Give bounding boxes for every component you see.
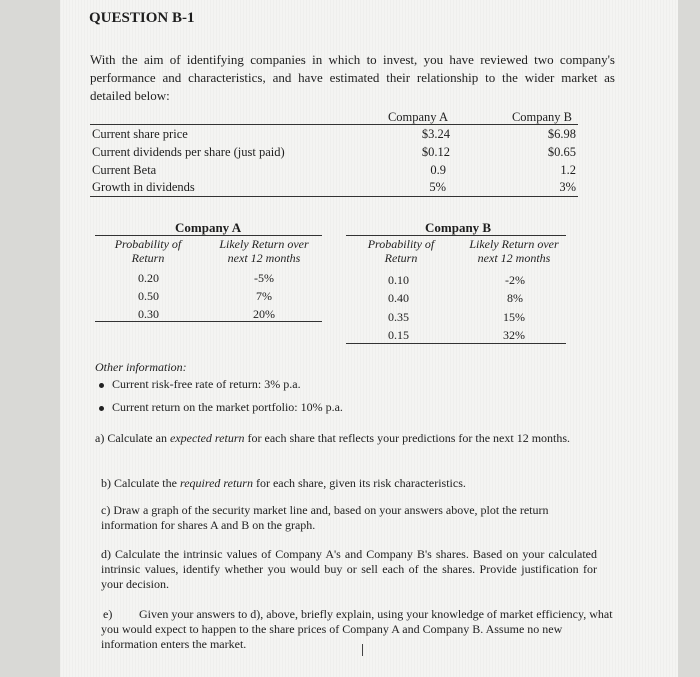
dist-a-r2: 7% [256, 289, 272, 303]
dist-b-r3: 15% [503, 310, 525, 324]
dist-a-p1: 0.20 [138, 271, 159, 285]
dist-a-col2-header: Likely Return over next 12 months [219, 237, 309, 265]
row-label-dividends: Current dividends per share (just paid) [92, 145, 285, 159]
b-beta: 1.2 [560, 163, 576, 177]
a-dividends: $0.12 [421, 145, 450, 159]
dist-a-bottom-rule [95, 321, 322, 322]
a-growth: 5% [429, 180, 446, 194]
dist-a-top-rule [95, 235, 322, 236]
market-return: Current return on the market portfolio: 10% p.a. [112, 400, 343, 414]
table-bottom-rule [90, 196, 578, 197]
row-label-share-price: Current share price [92, 127, 188, 141]
dist-b-col2-header: Likely Return over next 12 months [469, 237, 559, 265]
dist-b-top-rule [346, 235, 566, 236]
question-title: QUESTION B-1 [89, 10, 195, 26]
dist-b-r1: -2% [505, 273, 525, 287]
question-e-label: e) [103, 607, 113, 621]
risk-free-rate: Current risk-free rate of return: 3% p.a. [112, 377, 301, 391]
dist-a-col1-header: Probability of Return [114, 237, 182, 265]
question-c: c) Draw a graph of the security market line and, based on your answers above, plot the return information for shares A and B on the graph. [101, 503, 549, 532]
question-b: b) Calculate the required return for each share, given its risk characteristics. [101, 476, 466, 490]
dist-b-p1: 0.10 [388, 273, 409, 287]
a-beta: 0.9 [430, 163, 446, 177]
dist-b-p4: 0.15 [388, 328, 409, 342]
other-info-heading: Other information: [95, 360, 187, 374]
text-cursor [362, 644, 363, 656]
bullet-dot [99, 406, 104, 411]
question-a: a) Calculate an expected return for each share that reflects your predictions for the next 12 months. [95, 431, 571, 445]
b-share-price: $6.98 [547, 127, 576, 141]
dist-b-r4: 32% [503, 328, 525, 342]
dist-b-title: Company B [425, 220, 492, 235]
b-dividends: $0.65 [547, 145, 576, 159]
b-growth: 3% [559, 180, 576, 194]
col-header-company-b: Company B [511, 110, 573, 124]
dist-a-r3: 20% [253, 307, 275, 321]
question-d: d) Calculate the intrinsic values of Company A's and Company B's shares. Based on your calculated intrinsic values, identify whether you would buy or sell each of the shares. Provide justification for your decision. [101, 547, 597, 591]
dist-a-r1: -5% [254, 271, 274, 285]
dist-a-p2: 0.50 [138, 289, 159, 303]
col-header-company-a: Company A [387, 110, 449, 124]
row-label-beta: Current Beta [92, 163, 157, 177]
dist-a-title: Company A [175, 220, 242, 235]
table-header-rule [90, 124, 578, 125]
a-share-price: $3.24 [421, 127, 450, 141]
bullet-dot [99, 383, 104, 388]
dist-b-bottom-rule [346, 343, 566, 344]
dist-b-col1-header: Probability of Return [367, 237, 435, 265]
dist-a-p3: 0.30 [138, 307, 159, 321]
dist-b-p2: 0.40 [388, 291, 409, 305]
question-e: Given your answers to d), above, briefly explain, using your knowledge of market efficiency, what you would expect to happen to the share prices of Company A and Company B. Assume no new information enters the market. [101, 607, 613, 651]
intro-paragraph: With the aim of identifying companies in which to invest, you have reviewed two company's performance and characteristics, and have estimated their relationship to the wider market as detailed below: [90, 52, 615, 103]
row-label-growth: Growth in dividends [92, 180, 195, 194]
dist-b-p3: 0.35 [388, 310, 409, 324]
dist-b-r2: 8% [507, 291, 523, 305]
